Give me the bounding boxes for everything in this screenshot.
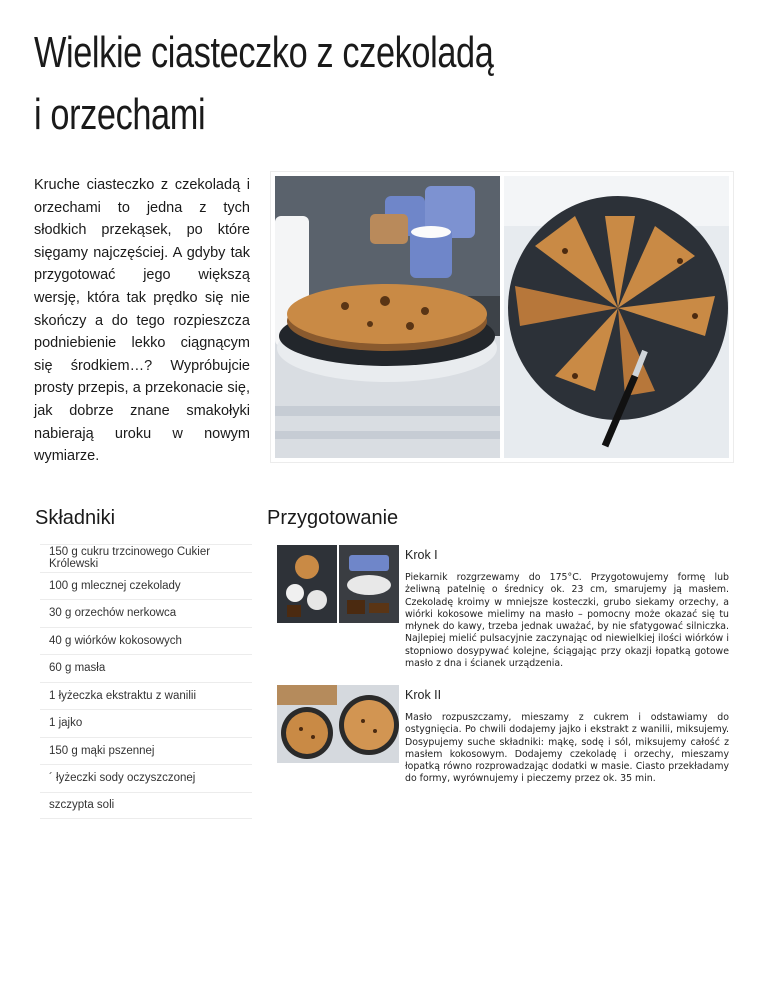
- hero-photo: [271, 172, 733, 462]
- ingredient-item: 150 g cukru trzcinowego Cukier Królewski: [40, 544, 252, 572]
- ingredients-list: [40, 544, 252, 819]
- step-1-text: Piekarnik rozgrzewamy do 175°C. Przygotowujemy formę lub żeliwną patelnię o średnicy ok. 23 cm, smarujemy ją masłem. Czekoladę kroimy w mniejsze kosteczki, grubo siekamy orzechy, a wiórki kokosowe mielimy na masło – pomocny może okazać się tu młynek do kawy, trzeba jednak uważać, by nie sfatygować silniczka. Najlepiej mielić pulsacyjnie zaczynając od niewielkiej ilości wiórków i stopniowo dosypywać kolejne, ściągając przy okazji łopatką gotowe masło z dna i ścianek urządzenia.: [405, 572, 729, 670]
- ingredient-item: 30 g orzechów nerkowca: [40, 599, 252, 627]
- hero-photo-illustration: [275, 176, 729, 458]
- ingredient-item: szczypta soli: [40, 792, 252, 820]
- step-1-title: Krok I: [405, 548, 438, 562]
- ingredients-heading: Składniki: [35, 507, 116, 529]
- ingredient-item: ´ łyżeczki sody oczyszczonej: [40, 764, 252, 792]
- ingredient-item: 150 g mąki pszennej: [40, 737, 252, 765]
- recipe-title-line1: Wielkie ciasteczko z czekoladą: [34, 28, 494, 77]
- ingredient-item: 40 g wiórków kokosowych: [40, 627, 252, 655]
- ingredient-item: 1 łyżeczka ekstraktu z wanilii: [40, 682, 252, 710]
- preparation-heading: Przygotowanie: [267, 507, 399, 529]
- ingredient-item: 100 g mlecznej czekolady: [40, 572, 252, 600]
- ingredient-item: 60 g masła: [40, 654, 252, 682]
- step-1-photo: [277, 545, 399, 623]
- step-2-text: Masło rozpuszczamy, mieszamy z cukrem i odstawiamy do ostygnięcia. Po chwili dodajemy jajko i ekstrakt z wanilii, miksujemy. Dosypujemy suche składniki: mąkę, sodę i sól, miksujemy całość z masłem kokosowym. Dodajemy czekoladę i orzechy, mieszamy łopatką równo rozprowadzając dodatki w masie. Ciasto przekładamy do formy, wyrównujemy i pieczemy przez ok. 35 min.: [405, 712, 729, 785]
- step-2-photo: [277, 685, 399, 763]
- recipe-intro: Kruche ciasteczko z czekoladą i orzechami to jedna z tych słodkich przekąsek, po które sięgamy najczęściej. A gdyby tak przygotować jego większą wersję, która tak prędko się nie skończy a do tego rozpieszcza podniebienie lekko ciągnącym się środkiem…? Wypróbujcie prosty przepis, a przekonacie się, jak dobrze znane smakołyki nabierają uroku w nowym wymiarze.: [34, 177, 250, 465]
- recipe-title: [34, 22, 533, 146]
- ingredient-item: 1 jajko: [40, 709, 252, 737]
- step-2-title: Krok II: [405, 688, 442, 702]
- recipe-title-line2: i orzechami: [34, 90, 206, 139]
